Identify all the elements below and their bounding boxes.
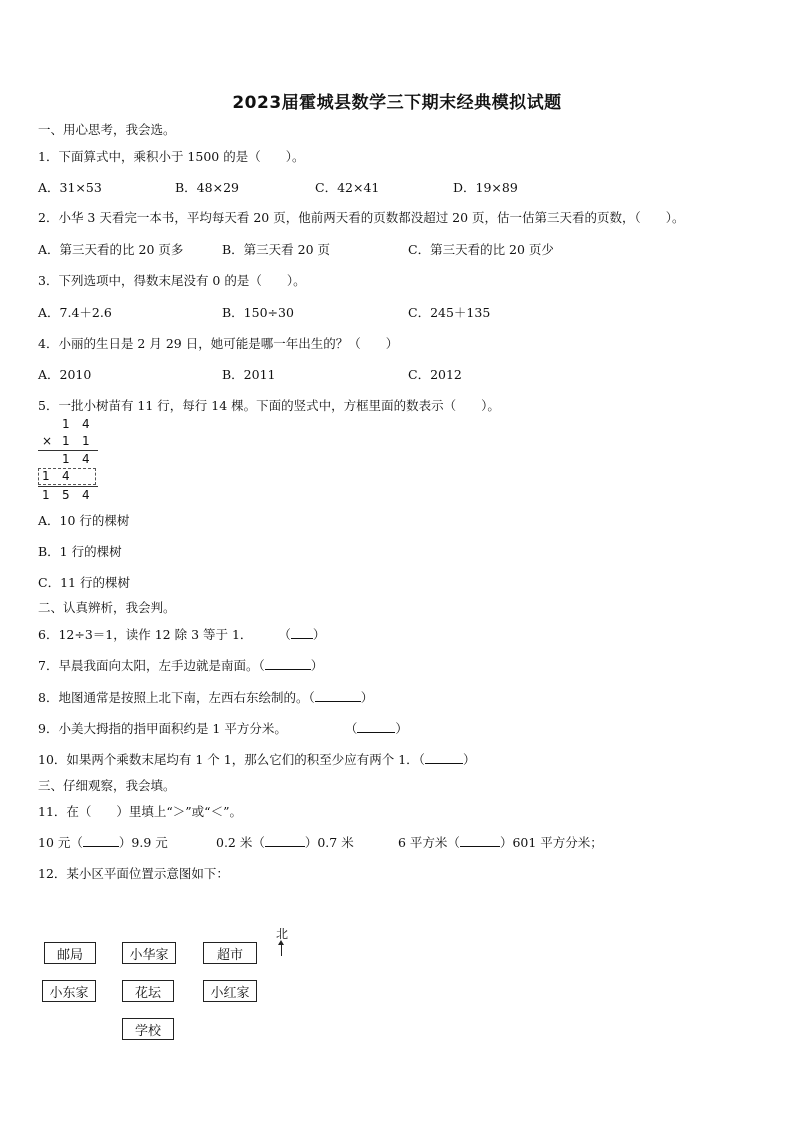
q1-option-c: C．42×41 <box>315 180 380 195</box>
q1-option-b: B．48×29 <box>175 180 239 195</box>
q3-option-b: B．150÷30 <box>222 305 294 320</box>
question-10 <box>38 750 475 768</box>
compare-right: ）0.7 米 <box>304 835 354 850</box>
paren-right: ） <box>462 752 476 767</box>
north-label: 北 <box>276 927 289 941</box>
section-1-heading: 一、用心思考，我会选。 <box>38 122 176 137</box>
mult-digit: 4 <box>62 469 70 483</box>
map-supermarket: 超市 <box>203 942 257 964</box>
mult-digit: 1 <box>62 434 70 448</box>
map-post-office: 邮局 <box>44 942 96 964</box>
question-4: 4．小丽的生日是 2 月 29 日，她可能是哪一年出生的？（ ） <box>38 336 399 351</box>
q3-option-a: A．7.4＋2.6 <box>38 305 112 320</box>
answer-blank[interactable] <box>83 834 119 847</box>
q1-option-d: D．19×89 <box>453 180 518 195</box>
question-8 <box>38 688 373 706</box>
paren-left: （ <box>308 690 315 705</box>
q4-option-b: B．2011 <box>222 367 276 382</box>
q6-text: 6．12÷3＝1，读作 12 除 3 等于 1． <box>38 627 253 642</box>
paren-left: （ <box>278 627 291 642</box>
mult-digit: 1 <box>62 452 70 466</box>
q5-option-b: B．1 行的棵树 <box>38 544 122 559</box>
paren-right: ） <box>360 690 374 705</box>
question-2: 2．小华 3 天看完一本书，平均每天看 20 页，他前两天看的页数都没超过 20 页，估一估第三天看的页数，（ ）。 <box>38 210 685 225</box>
answer-blank[interactable] <box>291 626 313 639</box>
north-arrow-icon <box>281 942 282 956</box>
mult-digit: 5 <box>62 488 70 502</box>
question-3: 3．下列选项中，得数末尾没有 0 的是（ ）。 <box>38 273 306 288</box>
mult-digit: 1 <box>42 469 50 483</box>
question-11: 11．在（ ）里填上“＞”或“＜”。 <box>38 804 242 819</box>
q2-option-a: A．第三天看的比 20 页多 <box>38 242 184 257</box>
question-7 <box>38 656 323 674</box>
map-flower-bed: 花坛 <box>122 980 174 1002</box>
page-title: 2023届霍城县数学三下期末经典模拟试题 <box>232 93 562 113</box>
mult-digit: 1 <box>82 434 90 448</box>
q4-option-c: C．2012 <box>408 367 462 382</box>
compare-right: ）601 平方分米； <box>499 835 603 850</box>
vertical-multiplication <box>38 417 98 507</box>
times-sign: × <box>42 434 53 448</box>
compare-left: 0.2 米（ <box>216 835 265 850</box>
section-2-heading: 二、认真辨析，我会判。 <box>38 600 176 615</box>
answer-blank[interactable] <box>315 689 361 702</box>
q10-text: 10．如果两个乘数末尾均有 1 个 1，那么它们的积至少应有两个 1． <box>38 752 419 767</box>
compare-left: 10 元（ <box>38 835 83 850</box>
q11-compare-1 <box>38 833 168 851</box>
q5-option-a: A．10 行的棵树 <box>38 513 130 528</box>
answer-blank[interactable] <box>357 720 395 733</box>
paren-right: ） <box>395 721 408 736</box>
compare-right: ）9.9 元 <box>118 835 168 850</box>
section-3-heading: 三、仔细观察，我会填。 <box>38 778 176 793</box>
paren-left: （ <box>418 752 425 767</box>
question-1: 1．下面算式中，乘积小于 1500 的是（ ）。 <box>38 149 305 164</box>
paren-right: ） <box>312 627 326 642</box>
map-xiaohua-home: 小华家 <box>122 942 176 964</box>
mult-digit: 1 <box>42 488 50 502</box>
q2-option-c: C．第三天看的比 20 页少 <box>408 242 554 257</box>
q5-option-c: C．11 行的棵树 <box>38 575 130 590</box>
question-12: 12．某小区平面位置示意图如下： <box>38 866 229 881</box>
mult-rule <box>38 486 98 487</box>
q8-text: 8．地图通常是按照上北下南，左西右东绘制的。 <box>38 690 309 705</box>
mult-digit: 4 <box>82 488 90 502</box>
paren-left: （ <box>344 721 358 736</box>
q11-compare-2 <box>216 833 354 851</box>
map-xiaodong-home: 小东家 <box>42 980 96 1002</box>
paren-right: ） <box>310 658 324 673</box>
q7-text: 7．早晨我面向太阳，左手边就是南面。 <box>38 658 259 673</box>
answer-blank[interactable] <box>265 834 305 847</box>
q1-option-a: A．31×53 <box>38 180 102 195</box>
q3-option-c: C．245＋135 <box>408 305 491 320</box>
q9-text: 9．小美大拇指的指甲面积约是 1 平方分米。 <box>38 721 287 736</box>
mult-digit: 4 <box>82 452 90 466</box>
answer-blank[interactable] <box>265 657 311 670</box>
question-6 <box>38 625 325 643</box>
mult-digit: 4 <box>82 417 90 431</box>
mult-rule <box>38 450 98 451</box>
answer-blank[interactable] <box>425 751 463 764</box>
answer-blank[interactable] <box>460 834 500 847</box>
q4-option-a: A．2010 <box>38 367 92 382</box>
q2-option-b: B．第三天看 20 页 <box>222 242 331 257</box>
question-5: 5．一批小树苗有 11 行，每行 14 棵。下面的竖式中，方框里面的数表示（ ）。 <box>38 398 500 413</box>
map-xiaohong-home: 小红家 <box>203 980 257 1002</box>
map-school: 学校 <box>122 1018 174 1040</box>
mult-digit: 1 <box>62 417 70 431</box>
paren-left: （ <box>258 658 265 673</box>
q11-compare-3 <box>398 833 603 851</box>
compare-left: 6 平方米（ <box>398 835 460 850</box>
question-9 <box>38 719 408 737</box>
